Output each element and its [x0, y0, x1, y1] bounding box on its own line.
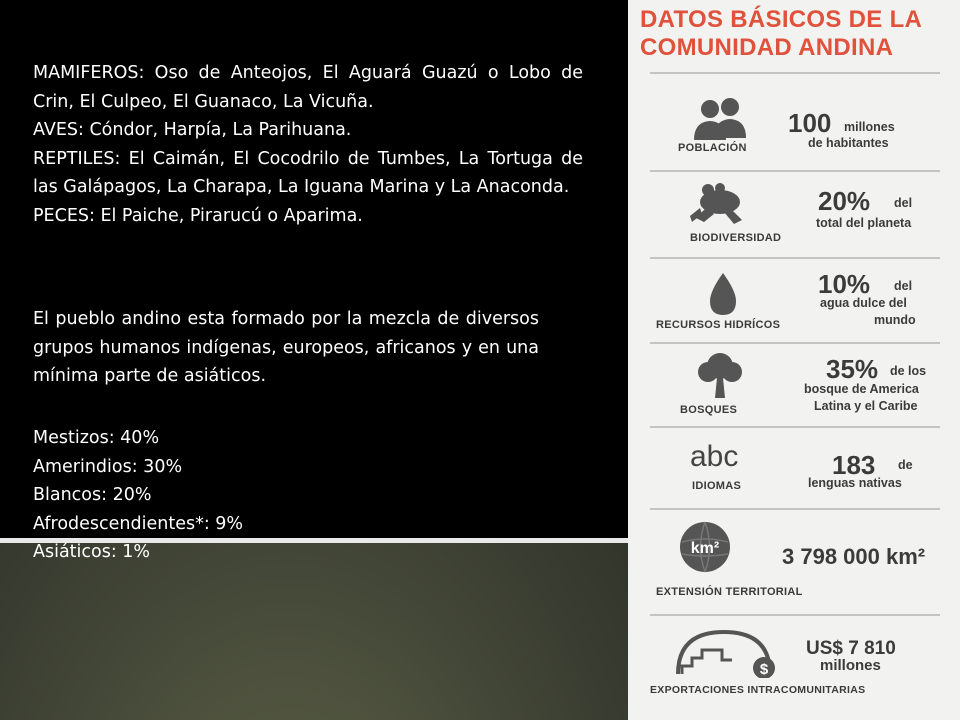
row-label: EXTENSIÓN TERRITORIAL	[656, 586, 803, 598]
row-label: POBLACIÓN	[678, 142, 747, 154]
abc-icon: abc	[690, 440, 739, 473]
pueblo-paragraph: El pueblo andino esta formado por la mezcla de diversos grupos humanos indígenas, europeos, africanos y en una mínima parte de asiáticos.	[33, 309, 539, 386]
row-unit: del	[894, 279, 913, 293]
globe-km-icon	[678, 520, 732, 574]
frog-icon	[686, 178, 750, 226]
svg-text:km²: km²	[690, 540, 720, 557]
row-desc: Latina y el Caribe	[814, 399, 918, 413]
row-value: US$ 7 810	[806, 638, 896, 659]
water-drop-icon	[706, 271, 740, 317]
people-icon	[690, 96, 750, 142]
title-line-1: DATOS BÁSICOS DE LA	[640, 6, 923, 33]
row-unit: de los	[890, 364, 927, 378]
row-value: 100	[788, 108, 832, 138]
tree-icon	[694, 350, 746, 400]
infographic-panel	[628, 0, 960, 720]
info-row-idiomas	[628, 428, 960, 506]
divider	[650, 72, 940, 74]
row-desc: mundo	[874, 313, 916, 327]
aves-paragraph: AVES: Cóndor, Harpía, La Parihuana.	[33, 120, 352, 140]
infographic-title	[640, 6, 960, 62]
composition-item: Asiáticos: 1%	[33, 542, 151, 562]
info-row-poblacion	[628, 80, 960, 168]
row-value: 3 798 000 km²	[782, 544, 926, 569]
row-desc: de habitantes	[808, 136, 889, 150]
row-desc: lenguas nativas	[808, 476, 902, 490]
composition-item: Afrodescendientes*: 9%	[33, 513, 244, 534]
reptiles-paragraph: REPTILES: El Caimán, El Cocodrilo de Tumbes, La Tortuga de las Galápagos, La Charapa, La Iguana Marina y La Anaconda.	[33, 148, 583, 197]
row-unit: del	[894, 196, 913, 210]
info-row-bosques	[628, 344, 960, 426]
row-value: 10%	[818, 269, 871, 299]
info-row-extension	[628, 510, 960, 610]
svg-text:$: $	[759, 661, 769, 678]
row-label: BOSQUES	[680, 404, 738, 416]
row-label: BIODIVERSIDAD	[690, 232, 782, 244]
row-value: 183	[832, 450, 876, 480]
exports-icon	[672, 626, 782, 678]
info-row-recursos-hidricos	[628, 259, 960, 343]
row-desc: bosque de America	[804, 382, 919, 396]
peces-paragraph: PECES: El Paiche, Pirarucú o Aparima.	[33, 205, 363, 226]
composition-list	[33, 424, 533, 567]
fauna-text	[33, 59, 583, 230]
row-value: 35%	[826, 354, 879, 384]
row-label: RECURSOS HIDRÍCOS	[656, 319, 781, 331]
title-line-2: COMUNIDAD ANDINA	[640, 34, 894, 61]
info-row-exportaciones	[628, 616, 960, 720]
row-label: EXPORTACIONES INTRACOMUNITARIAS	[650, 684, 866, 696]
row-desc: total del planeta	[816, 216, 912, 230]
composition-item: Mestizos: 40%	[33, 428, 160, 448]
row-label: IDIOMAS	[692, 480, 742, 492]
row-unit: de	[898, 458, 913, 472]
row-desc: agua dulce del	[820, 296, 907, 310]
info-row-biodiversidad	[628, 172, 960, 258]
row-unit: millones	[820, 657, 881, 674]
composition-item: Blancos: 20%	[33, 485, 152, 505]
mamiferos-paragraph: MAMIFEROS: Oso de Anteojos, El Aguará Guazú o Lobo de Crin, El Culpeo, El Guanaco, La Vicuña.	[33, 63, 583, 112]
pueblo-text	[33, 305, 539, 391]
composition-item: Amerindios: 30%	[33, 456, 183, 477]
row-unit: millones	[844, 120, 895, 134]
row-value: 20%	[818, 186, 871, 216]
